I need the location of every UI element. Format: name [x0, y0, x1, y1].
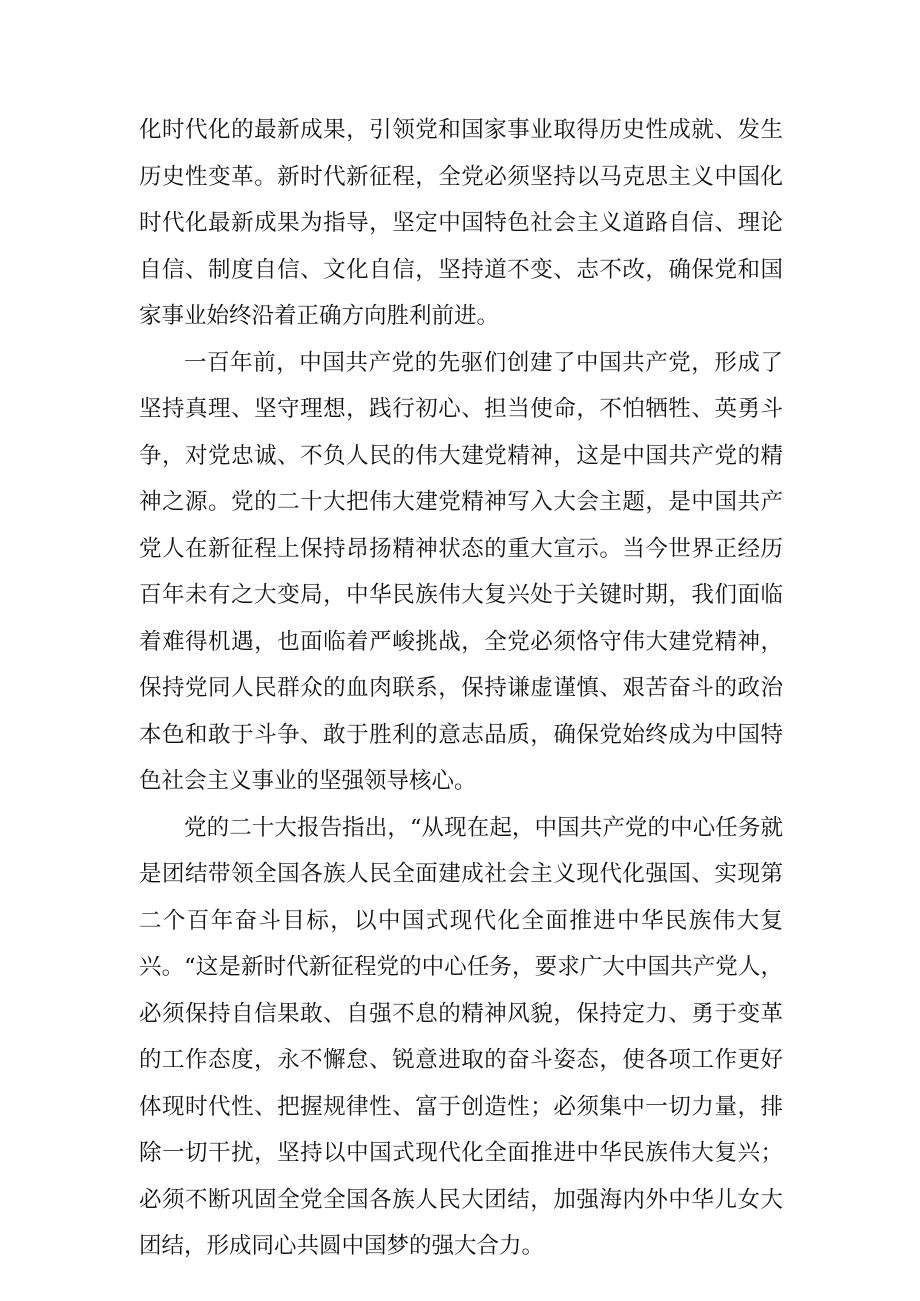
paragraph-1: 化时代化的最新成果，引领党和国家事业取得历史性成就、发生历史性变革。新时代新征程，全党必须坚持以马克思主义中国化时代化最新成果为指导，坚定中国特色社会主义道路自信、理论自信、制度自信、文化自信，坚持道不变、志不改，确保党和国家事业始终沿着正确方向胜利前进。 — [139, 117, 783, 329]
paragraph-3: 党的二十大报告指出，“从现在起，中国共产党的中心任务就是团结带领全国各族人民全面建成社会主义现代化强国、实现第二个百年奋斗目标，以中国式现代化全面推进中华民族伟大复兴。“这是新时代新征程党的中心任务，要求广大中国共产党人，必须保持自信果敢、自强不息的精神风貌，保持定力、勇于变革的工作态度，永不懈怠、锐意进取的奋斗姿态，使各项工作更好体现时代性、把握规律性、富于创造性；必须集中一切力量，排除一切干扰，坚持以中国式现代化全面推进中华民族伟大复兴；必须不断巩固全党全国各族人民大团结，加强海内外中华儿女大团结，形成同心共圆中国梦的强大合力。 — [139, 814, 783, 1259]
paragraph-2: 一百年前，中国共产党的先驱们创建了中国共产党，形成了坚持真理、坚守理想，践行初心、担当使命，不怕牺牲、英勇斗争，对党忠诚、不负人民的伟大建党精神，这是中国共产党的精神之源。党的二十大把伟大建党精神写入大会主题，是中国共产党人在新征程上保持昂扬精神状态的重大宣示。当今世界正经历百年未有之大变局，中华民族伟大复兴处于关键时期，我们面临着难得机遇，也面临着严峻挑战，全党必须恪守伟大建党精神，保持党同人民群众的血肉联系，保持谦虚谨慎、艰苦奋斗的政治本色和敢于斗争、敢于胜利的意志品质，确保党始终成为中国特色社会主义事业的坚强领导核心。 — [139, 349, 783, 794]
body-text — [139, 107, 783, 1270]
